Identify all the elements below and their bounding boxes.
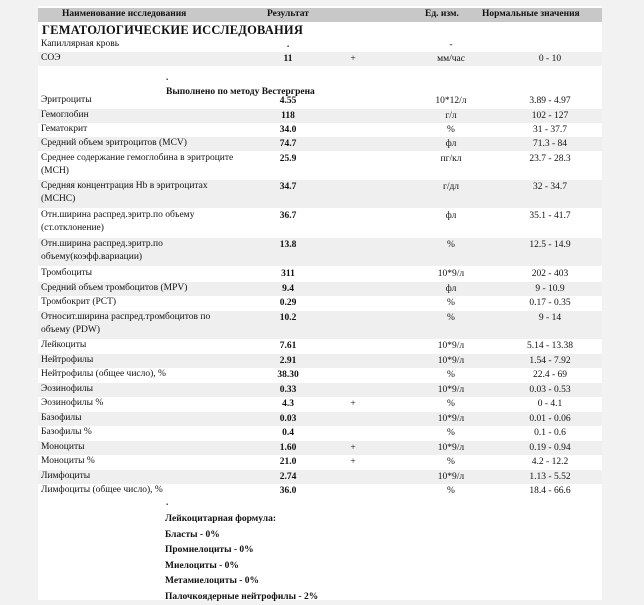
table-row bbox=[38, 109, 602, 123]
row-norm: 0 - 4.1 bbox=[500, 397, 600, 411]
row-norm: 0.19 - 0.94 bbox=[500, 441, 600, 455]
row-name: Нейтрофилы bbox=[41, 354, 241, 367]
table-row bbox=[38, 52, 602, 66]
row-norm: 0.03 - 0.53 bbox=[500, 383, 600, 397]
row-unit: % bbox=[421, 397, 481, 411]
row-result: 0.4 bbox=[263, 426, 313, 440]
row-unit: 10*9/л bbox=[421, 354, 481, 368]
table-row bbox=[38, 123, 602, 137]
table-row bbox=[38, 94, 602, 108]
row-unit: пг/кл bbox=[421, 152, 481, 166]
row-unit: фл bbox=[421, 209, 481, 223]
row-name: Гематокрит bbox=[41, 123, 241, 136]
header-unit: Ед. изм. bbox=[425, 9, 459, 19]
row-name: Эритроциты bbox=[41, 94, 241, 107]
row-result: 34.7 bbox=[263, 180, 313, 194]
row-unit: 10*9/л bbox=[421, 441, 481, 455]
row-unit: % bbox=[421, 123, 481, 137]
lab-report-page bbox=[38, 6, 602, 600]
row-norm: 1.54 - 7.92 bbox=[500, 354, 600, 368]
row-norm: 22.4 - 69 bbox=[500, 368, 600, 382]
table-row bbox=[38, 455, 602, 469]
row-norm: 1.13 - 5.52 bbox=[500, 470, 600, 484]
row-flag: + bbox=[346, 52, 360, 66]
row-result: 4.55 bbox=[263, 94, 313, 108]
row-name: Эозинофилы bbox=[41, 383, 241, 396]
table-row bbox=[38, 383, 602, 397]
row-result: 36.0 bbox=[263, 484, 313, 498]
row-unit: 10*9/л bbox=[421, 267, 481, 281]
row-name: Базофилы % bbox=[41, 426, 241, 439]
row-name: Нейтрофилы (общее число), % bbox=[41, 368, 241, 381]
row-flag: + bbox=[346, 397, 360, 411]
row-unit: 10*9/л bbox=[421, 339, 481, 353]
row-result: 0.03 bbox=[263, 412, 313, 426]
row-name: Эозинофилы % bbox=[41, 397, 241, 410]
row-norm: 71.3 - 84 bbox=[500, 137, 600, 151]
row-name: Капиллярная кровь bbox=[41, 38, 241, 51]
dot-mark-2: . bbox=[166, 497, 168, 507]
row-result: 21.0 bbox=[263, 455, 313, 469]
row-name: Моноциты bbox=[41, 441, 241, 454]
formula-item: Палочкоядерные нейтрофилы - 2% bbox=[165, 590, 318, 605]
row-norm: 0.1 - 0.6 bbox=[500, 426, 600, 440]
row-flag: + bbox=[346, 441, 360, 455]
row-norm: 9 - 14 bbox=[500, 311, 600, 325]
row-unit: % bbox=[421, 455, 481, 469]
formula-title: Лейкоцитарная формула: bbox=[165, 512, 318, 528]
table-row bbox=[38, 470, 602, 484]
row-norm: 5.14 - 13.38 bbox=[500, 339, 600, 353]
method-note: Выполнено по методу Вестергрена bbox=[166, 87, 315, 97]
row-result: 9.4 bbox=[263, 282, 313, 296]
table-row bbox=[38, 180, 602, 208]
row-norm: 3.89 - 4.97 bbox=[500, 94, 600, 108]
row-norm: 0.17 - 0.35 bbox=[500, 296, 600, 310]
row-unit: фл bbox=[421, 282, 481, 296]
table-row bbox=[38, 354, 602, 368]
row-name: Лимфоциты bbox=[41, 470, 241, 483]
row-name: Отн.ширина распред.эритр.по объему(коэфф.вариации) bbox=[41, 238, 241, 264]
row-unit: % bbox=[421, 311, 481, 325]
row-name: Отн.ширина распред.эритр.по объему (ст.отклонение) bbox=[41, 209, 241, 235]
table-header bbox=[38, 8, 602, 22]
row-norm: 12.5 - 14.9 bbox=[500, 238, 600, 252]
header-result: Результат bbox=[267, 9, 309, 19]
row-norm: 32 - 34.7 bbox=[500, 180, 600, 194]
table-row bbox=[38, 426, 602, 440]
row-norm: 31 - 37.7 bbox=[500, 123, 600, 137]
table-row bbox=[38, 311, 602, 339]
row-unit: 10*9/л bbox=[421, 470, 481, 484]
table-row bbox=[38, 368, 602, 382]
formula-item: Бласты - 0% bbox=[165, 528, 318, 544]
row-unit: % bbox=[421, 484, 481, 498]
row-unit: 10*9/л bbox=[421, 412, 481, 426]
row-norm: 102 - 127 bbox=[500, 109, 600, 123]
table-row bbox=[38, 209, 602, 237]
row-result: 36.7 bbox=[263, 209, 313, 223]
row-result: 2.91 bbox=[263, 354, 313, 368]
row-name: Тромбокрит (PCT) bbox=[41, 296, 241, 309]
row-name: Тромбоциты bbox=[41, 267, 241, 280]
row-name: Гемоглобин bbox=[41, 109, 241, 122]
row-name: Базофилы bbox=[41, 412, 241, 425]
formula-item: Миелоциты - 0% bbox=[165, 559, 318, 575]
section-title: ГЕМАТОЛОГИЧЕСКИЕ ИССЛЕДОВАНИЯ bbox=[42, 23, 303, 38]
row-unit: % bbox=[421, 296, 481, 310]
row-name: Среднее содержание гемоглобина в эритроците (MCH) bbox=[41, 152, 241, 178]
row-result: 2.74 bbox=[263, 470, 313, 484]
row-norm: 9 - 10.9 bbox=[500, 282, 600, 296]
row-unit: - bbox=[421, 38, 481, 52]
row-unit: фл bbox=[421, 137, 481, 151]
row-unit: % bbox=[421, 238, 481, 252]
row-result: 74.7 bbox=[263, 137, 313, 151]
row-name: Средний объем эритроцитов (MCV) bbox=[41, 137, 241, 150]
row-result: 7.61 bbox=[263, 339, 313, 353]
table-row bbox=[38, 296, 602, 310]
row-name: Моноциты % bbox=[41, 455, 241, 468]
row-name: СОЭ bbox=[41, 52, 241, 65]
formula-item: Метамиелоциты - 0% bbox=[165, 574, 318, 590]
formula-item: Промиелоциты - 0% bbox=[165, 543, 318, 559]
row-name: Лейкоциты bbox=[41, 339, 241, 352]
row-norm: 0 - 10 bbox=[500, 52, 600, 66]
row-result: 13.8 bbox=[263, 238, 313, 252]
row-result: 0.33 bbox=[263, 383, 313, 397]
row-norm: 202 - 403 bbox=[500, 267, 600, 281]
row-norm: 0.01 - 0.06 bbox=[500, 412, 600, 426]
row-name: Средний объем тромбоцитов (MPV) bbox=[41, 282, 241, 295]
table-row bbox=[38, 397, 602, 411]
row-unit: мм/час bbox=[421, 52, 481, 66]
row-name: Лимфоциты (общее число), % bbox=[41, 484, 241, 497]
table-row bbox=[38, 441, 602, 455]
row-result: . bbox=[263, 38, 313, 52]
row-name: Средняя концентрация Hb в эритроцитах (MCHC) bbox=[41, 180, 241, 206]
row-norm: 18.4 - 66.6 bbox=[500, 484, 600, 498]
row-name: Относит.ширина распред.тромбоцитов по объему (PDW) bbox=[41, 311, 241, 337]
row-unit: % bbox=[421, 426, 481, 440]
table-row bbox=[38, 38, 602, 52]
row-unit: 10*12/л bbox=[421, 94, 481, 108]
row-unit: 10*9/л bbox=[421, 383, 481, 397]
table-row bbox=[38, 339, 602, 353]
row-unit: г/дл bbox=[421, 180, 481, 194]
row-result: 34.0 bbox=[263, 123, 313, 137]
table-row bbox=[38, 137, 602, 151]
table-row bbox=[38, 282, 602, 296]
row-result: 311 bbox=[263, 267, 313, 281]
row-flag: + bbox=[346, 455, 360, 469]
table-row bbox=[38, 152, 602, 180]
table-row bbox=[38, 484, 602, 498]
header-norm: Нормальные значения bbox=[482, 9, 580, 19]
row-norm: 23.7 - 28.3 bbox=[500, 152, 600, 166]
header-name: Наименование исследования bbox=[62, 9, 186, 19]
row-result: 0.29 bbox=[263, 296, 313, 310]
row-result: 4.3 bbox=[263, 397, 313, 411]
row-result: 10.2 bbox=[263, 311, 313, 325]
row-result: 11 bbox=[263, 52, 313, 66]
row-result: 118 bbox=[263, 109, 313, 123]
table-row bbox=[38, 238, 602, 266]
row-result: 25.9 bbox=[263, 152, 313, 166]
row-norm: 4.2 - 12.2 bbox=[500, 455, 600, 469]
leukocyte-formula bbox=[165, 512, 318, 605]
row-unit: г/л bbox=[421, 109, 481, 123]
table-row bbox=[38, 412, 602, 426]
dot-mark: . bbox=[166, 72, 168, 82]
row-norm: 35.1 - 41.7 bbox=[500, 209, 600, 223]
row-unit: % bbox=[421, 368, 481, 382]
table-row bbox=[38, 267, 602, 281]
row-result: 1.60 bbox=[263, 441, 313, 455]
row-result: 38.30 bbox=[263, 368, 313, 382]
